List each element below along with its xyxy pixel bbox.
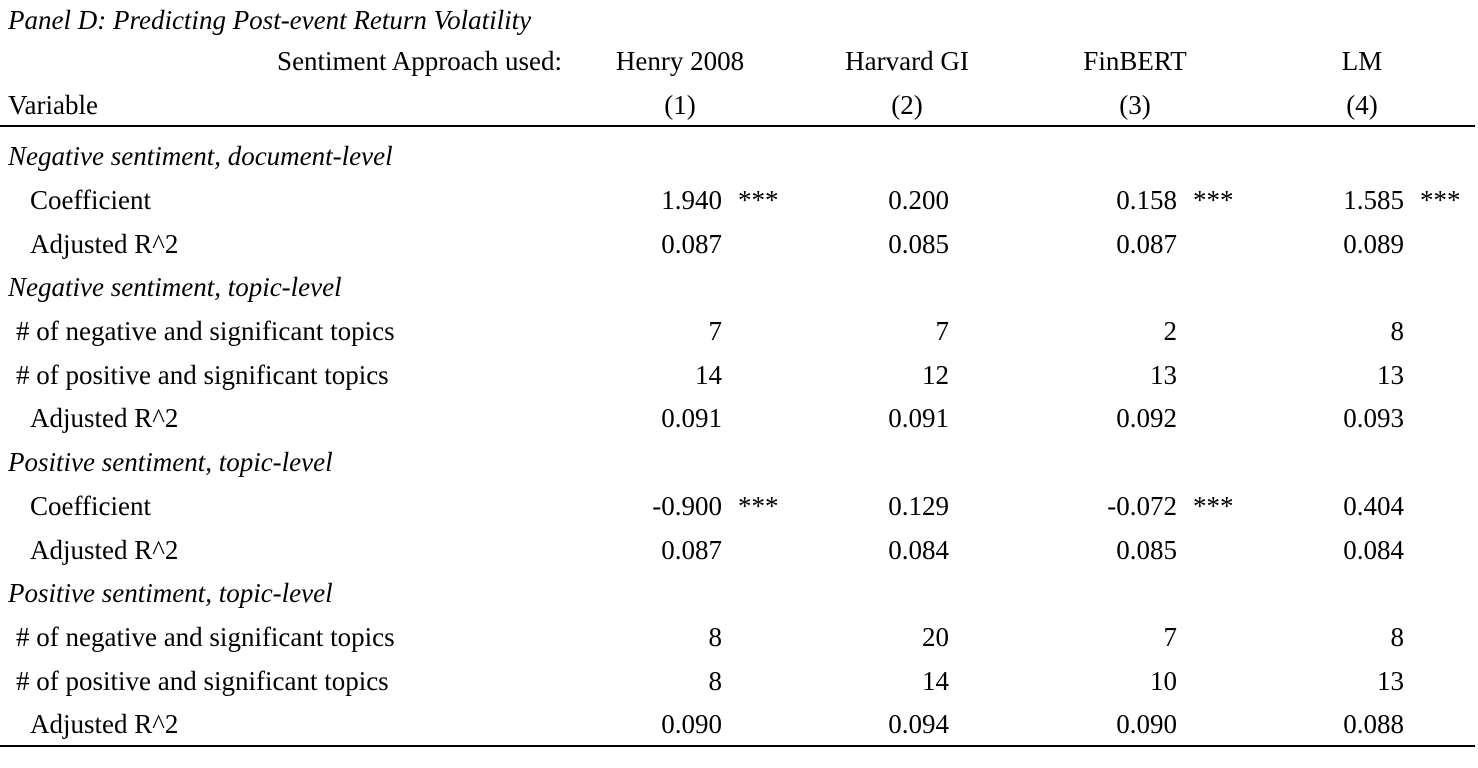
cell-value: 0.090 — [661, 709, 722, 739]
cell-value: 0.129 — [888, 491, 949, 521]
row-label: # of positive and significant topics — [16, 360, 389, 390]
significance-stars: *** — [738, 185, 779, 215]
table-row — [0, 180, 1478, 220]
column-number-4: (4) — [1346, 90, 1378, 120]
cell-value: 13 — [1150, 360, 1177, 390]
row-label: Adjusted R^2 — [30, 535, 179, 565]
cell-value: 0.090 — [1116, 709, 1177, 739]
table-row — [0, 398, 1478, 438]
column-name-1: Henry 2008 — [615, 46, 745, 76]
table-row — [0, 617, 1478, 657]
row-label: Adjusted R^2 — [30, 709, 179, 739]
significance-stars: *** — [1193, 491, 1234, 521]
section-title: Negative sentiment, topic-level — [8, 272, 342, 302]
cell-value: 0.200 — [888, 185, 949, 215]
cell-value: 0.087 — [1116, 229, 1177, 259]
cell-value: 0.089 — [1343, 229, 1404, 259]
row-label: Adjusted R^2 — [30, 229, 179, 259]
cell-value: 7 — [1163, 622, 1177, 652]
row-label: # of negative and significant topics — [16, 622, 395, 652]
cell-value: 0.087 — [661, 535, 722, 565]
row-label: # of negative and significant topics — [16, 316, 395, 346]
table-row — [0, 704, 1478, 744]
cell-value: 0.091 — [661, 403, 722, 433]
cell-value: 8 — [708, 666, 722, 696]
row-label: Coefficient — [30, 185, 151, 215]
row-label: # of positive and significant topics — [16, 666, 389, 696]
panel-title: Panel D: Predicting Post-event Return Volatility — [8, 5, 532, 35]
cell-value: 0.084 — [1343, 535, 1404, 565]
cell-value: 0.092 — [1116, 403, 1177, 433]
cell-value: 0.088 — [1343, 709, 1404, 739]
cell-value: 0.093 — [1343, 403, 1404, 433]
significance-stars: *** — [738, 491, 779, 521]
header-divider — [0, 125, 1475, 127]
cell-value: 12 — [922, 360, 949, 390]
column-number-3: (3) — [1119, 90, 1151, 120]
cell-value: 13 — [1377, 666, 1404, 696]
table-row — [0, 224, 1478, 264]
column-number-2: (2) — [891, 90, 923, 120]
header-row-variable — [0, 85, 1478, 125]
cell-value: -0.072 — [1107, 491, 1177, 521]
table-row — [0, 530, 1478, 570]
cell-value: 0.158 — [1116, 185, 1177, 215]
cell-value: 10 — [1150, 666, 1177, 696]
cell-value: 7 — [935, 316, 949, 346]
column-number-1: (1) — [664, 90, 696, 120]
row-label: Coefficient — [30, 491, 151, 521]
table-row — [0, 486, 1478, 526]
cell-value: 0.084 — [888, 535, 949, 565]
header-row-approach — [0, 41, 1478, 81]
cell-value: 0.094 — [888, 709, 949, 739]
column-name-2: Harvard GI — [845, 46, 969, 76]
table-row — [0, 661, 1478, 701]
significance-stars: *** — [1193, 185, 1234, 215]
cell-value: 20 — [922, 622, 949, 652]
cell-value: -0.900 — [652, 491, 722, 521]
table-row — [0, 311, 1478, 351]
variable-label: Variable — [8, 90, 98, 120]
cell-value: 0.087 — [661, 229, 722, 259]
cell-value: 8 — [708, 622, 722, 652]
column-name-3: FinBERT — [1083, 46, 1187, 76]
cell-value: 7 — [708, 316, 722, 346]
table-bottom-rule — [0, 745, 1475, 747]
section-title: Positive sentiment, topic-level — [8, 447, 333, 477]
approach-label: Sentiment Approach used: — [277, 46, 562, 76]
cell-value: 14 — [922, 666, 949, 696]
cell-value: 8 — [1390, 316, 1404, 346]
cell-value: 14 — [695, 360, 722, 390]
cell-value: 1.585 — [1343, 185, 1404, 215]
cell-value: 1.940 — [661, 185, 722, 215]
cell-value: 13 — [1377, 360, 1404, 390]
cell-value: 8 — [1390, 622, 1404, 652]
row-label: Adjusted R^2 — [30, 403, 179, 433]
cell-value: 0.085 — [888, 229, 949, 259]
cell-value: 0.404 — [1343, 491, 1404, 521]
significance-stars: *** — [1420, 185, 1461, 215]
column-name-4: LM — [1341, 46, 1383, 76]
cell-value: 0.085 — [1116, 535, 1177, 565]
table-row — [0, 355, 1478, 395]
cell-value: 0.091 — [888, 403, 949, 433]
section-title: Negative sentiment, document-level — [8, 141, 393, 171]
section-title: Positive sentiment, topic-level — [8, 578, 333, 608]
cell-value: 2 — [1163, 316, 1177, 346]
